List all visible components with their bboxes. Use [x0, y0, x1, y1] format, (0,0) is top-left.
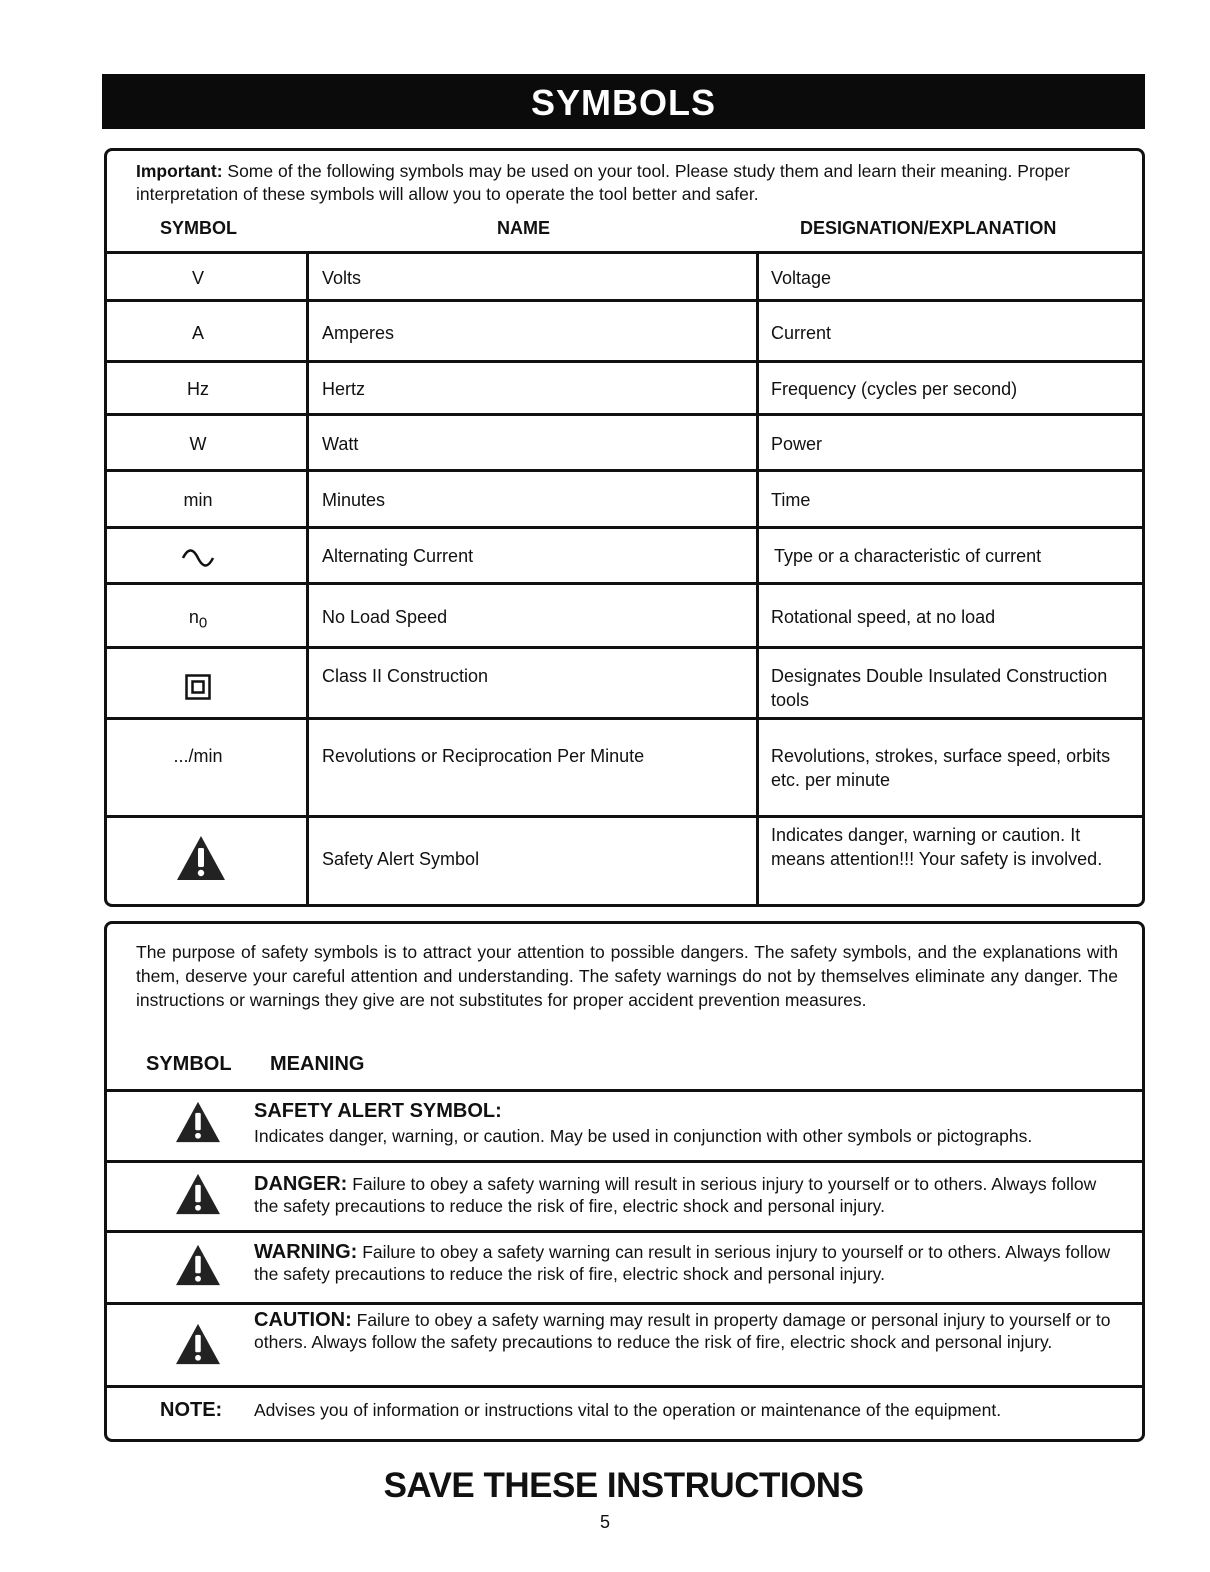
row-symbol: A	[191, 323, 204, 343]
safety-alert-icon	[173, 1100, 223, 1144]
meaning-divider	[106, 1385, 1143, 1388]
table-divider	[106, 469, 1143, 472]
page-number: 5	[599, 1512, 610, 1532]
meaning-divider	[106, 1302, 1143, 1305]
table-divider	[106, 251, 1143, 254]
meaning-divider	[106, 1230, 1143, 1233]
header-designation: DESIGNATION/EXPLANATION	[800, 218, 1057, 238]
page-title: SYMBOLS	[102, 74, 1145, 129]
row-symbol: .../min	[173, 746, 223, 766]
intro-text	[136, 160, 1126, 206]
meaning-item-caution	[254, 1309, 1120, 1353]
row-name: Revolutions or Reciprocation Per Minute	[322, 746, 645, 766]
row-desc: Voltage	[771, 268, 832, 288]
meaning-title: CAUTION:	[254, 1309, 352, 1331]
table-divider	[106, 413, 1143, 416]
row-name: Minutes	[322, 490, 386, 510]
meaning-text: Failure to obey a safety warning can result in serious injury to yourself or to others. Always follow the safety precautions to reduce the risk of fire, electric shock and personal injury.	[254, 1242, 1111, 1284]
row-symbol: W	[189, 434, 207, 454]
table-column-divider	[756, 251, 759, 904]
note-text: Advises you of information or instructions vital to the operation or maintenance of the equipment.	[254, 1400, 1002, 1420]
save-instructions-heading: SAVE THESE INSTRUCTIONS	[383, 1466, 864, 1505]
row-desc: Designates Double Insulated Construction tools	[771, 666, 1108, 710]
meaning-divider	[106, 1160, 1143, 1163]
meaning-text: Indicates danger, warning, or caution. May be used in conjunction with other symbols or pictographs.	[254, 1126, 1033, 1146]
row-desc: Indicates danger, warning or caution. It means attention!!! Your safety is involved.	[771, 825, 1103, 869]
row-desc: Type or a characteristic of current	[774, 546, 1042, 566]
meaning-title: DANGER:	[254, 1173, 348, 1195]
row-desc: Revolutions, strokes, surface speed, orbits etc. per minute	[771, 746, 1111, 790]
class-ii-icon	[185, 674, 211, 700]
row-symbol-sub: 0	[198, 614, 208, 632]
note-label: NOTE:	[160, 1399, 223, 1421]
row-name: Alternating Current	[322, 546, 474, 566]
table-divider	[106, 526, 1143, 529]
meaning-item-danger	[254, 1173, 1120, 1217]
row-name: Class II Construction	[322, 666, 489, 686]
table-divider	[106, 717, 1143, 720]
row-name: Watt	[322, 434, 359, 454]
table-column-divider	[306, 251, 309, 904]
caution-alert-icon	[173, 1322, 223, 1366]
table-divider	[106, 299, 1143, 302]
intro-bold: Important:	[136, 161, 223, 181]
meaning-item-safety-alert	[254, 1100, 1120, 1147]
row-desc: Rotational speed, at no load	[771, 607, 996, 627]
meaning-item-warning	[254, 1241, 1120, 1285]
meaning-header-symbol: SYMBOL	[146, 1053, 232, 1075]
row-desc: Power	[771, 434, 823, 454]
table-divider	[106, 582, 1143, 585]
meaning-title: WARNING:	[254, 1241, 358, 1263]
safety-alert-icon	[175, 834, 227, 882]
meaning-header-meaning: MEANING	[270, 1053, 365, 1075]
row-desc: Time	[771, 490, 811, 510]
table-divider	[106, 815, 1143, 818]
meaning-text: Failure to obey a safety warning may result in property damage or personal injury to yourself or to others. Always follow the safety precautions to reduce the risk of fire, electric shock and personal injury.	[254, 1310, 1111, 1352]
header-symbol: SYMBOL	[160, 218, 238, 238]
warning-alert-icon	[173, 1243, 223, 1287]
row-symbol: V	[191, 268, 204, 288]
meaning-text: Failure to obey a safety warning will result in serious injury to yourself or to others. Always follow the safety precautions to reduce the risk of fire, electric shock and personal injury.	[254, 1174, 1097, 1216]
alternating-current-icon	[180, 547, 216, 569]
row-name: Amperes	[322, 323, 395, 343]
row-desc: Current	[771, 323, 832, 343]
row-name: Safety Alert Symbol	[322, 849, 480, 869]
intro-body: Some of the following symbols may be used on your tool. Please study them and learn their meaning. Proper interpretation of these symbols will allow you to operate the tool better and safer.	[136, 161, 1070, 204]
header-name: NAME	[497, 218, 550, 238]
purpose-paragraph: The purpose of safety symbols is to attract your attention to possible dangers. The safety symbols, and the explanations with them, deserve your careful attention and understanding. The safety warnings do not by themselves eliminate any danger. The instructions or warnings they give are not substitutes for proper accident prevention measures.	[136, 942, 1118, 1011]
row-name: No Load Speed	[322, 607, 448, 627]
row-symbol	[103, 605, 293, 636]
row-name: Volts	[322, 268, 362, 288]
meaning-title: SAFETY ALERT SYMBOL:	[254, 1100, 502, 1122]
row-name: Hertz	[322, 379, 366, 399]
danger-alert-icon	[173, 1172, 223, 1216]
table-divider	[106, 360, 1143, 363]
row-symbol-main: n	[188, 607, 199, 627]
table-divider	[106, 646, 1143, 649]
row-desc: Frequency (cycles per second)	[771, 379, 1018, 399]
meaning-divider	[106, 1089, 1143, 1092]
row-symbol: min	[183, 490, 213, 510]
row-symbol: Hz	[187, 379, 209, 399]
